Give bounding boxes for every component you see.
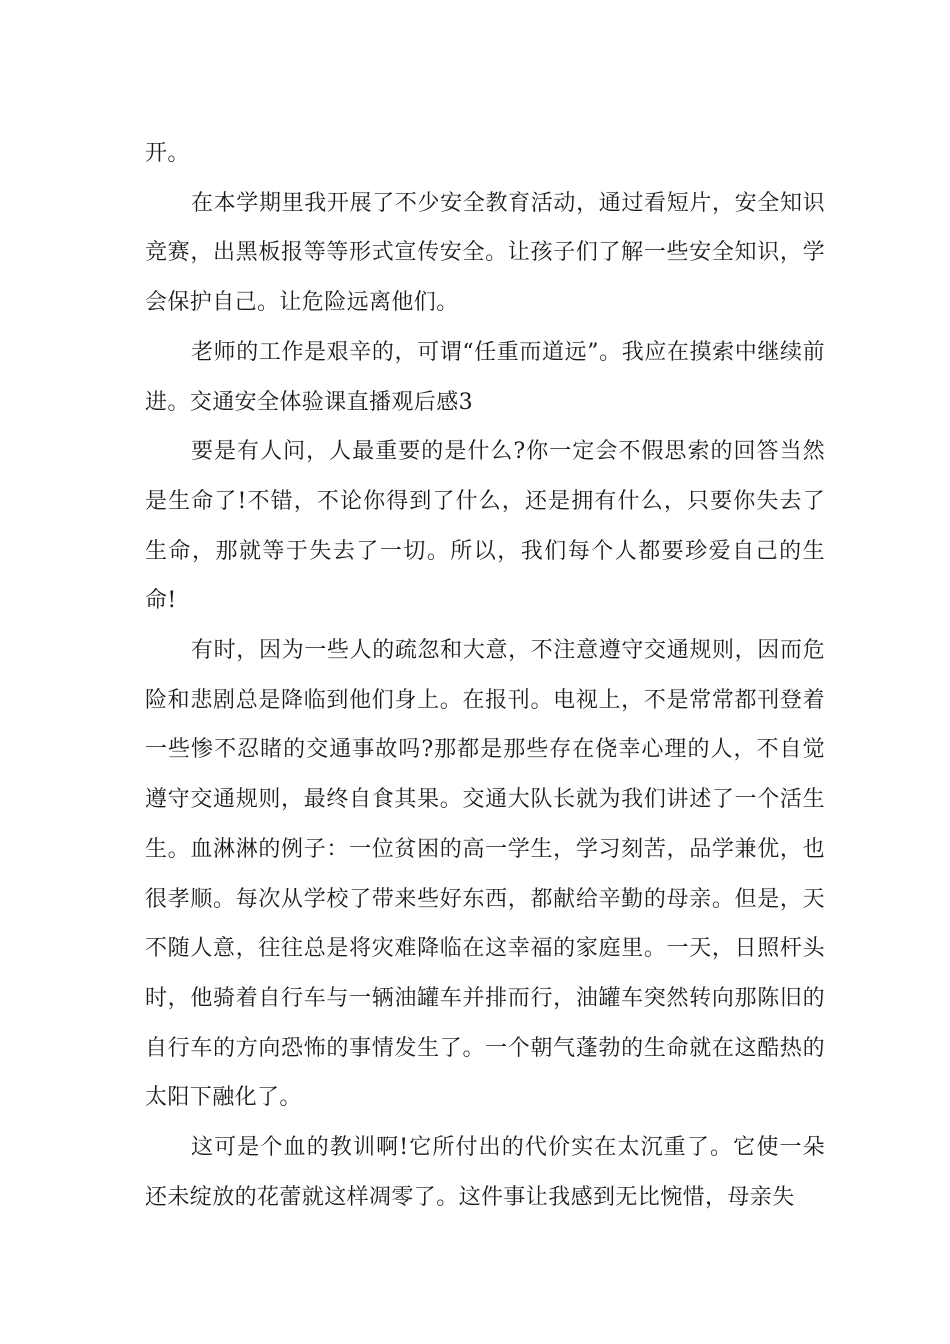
paragraph: 要是有人问，人最重要的是什么?你一定会不假思索的回答当然是生命了!不错，不论你得到了什么，还是拥有什么，只要你失去了生命，那就等于失去了一切。所以，我们每个人都要珍爱自己的生命! [145, 439, 825, 614]
paragraph: 老师的工作是艰辛的，可谓“任重而道远”。我应在摸索中继续前进。交通安全体验课直播观后感3 [145, 339, 825, 415]
paragraph: 在本学期里我开展了不少安全教育活动，通过看短片，安全知识竞赛，出黑板报等等形式宣传安全。让孩子们了解一些安全知识，学会保护自己。让危险远离他们。 [145, 190, 825, 316]
paragraph: 这可是个血的教训啊!它所付出的代价实在太沉重了。它使一朵还未绽放的花蕾就这样凋零了。这件事让我感到无比惋惜，母亲失 [145, 1135, 825, 1210]
paragraph: 开。 [145, 141, 190, 166]
document-body [145, 129, 825, 1222]
paragraph: 有时，因为一些人的疏忽和大意，不注意遵守交通规则，因而危险和悲剧总是降临到他们身上。在报刊。电视上，不是常常都刊登着一些惨不忍睹的交通事故吗?那都是那些存在侥幸心理的人，不自觉遵守交通规则，最终自食其果。交通大队长就为我们讲述了一个活生生。血淋淋的例子：一位贫困的高一学生，学习刻苦，品学兼优，也很孝顺。每次从学校了带来些好东西，都献给辛勤的母亲。但是，天不随人意，往往总是将灾难降临在这幸福的家庭里。一天，日照杆头时，他骑着自行车与一辆油罐车并排而行，油罐车突然转向那陈旧的自行车的方向恐怖的事情发生了。一个朝气蓬勃的生命就在这酷热的太阳下融化了。 [145, 638, 825, 1111]
